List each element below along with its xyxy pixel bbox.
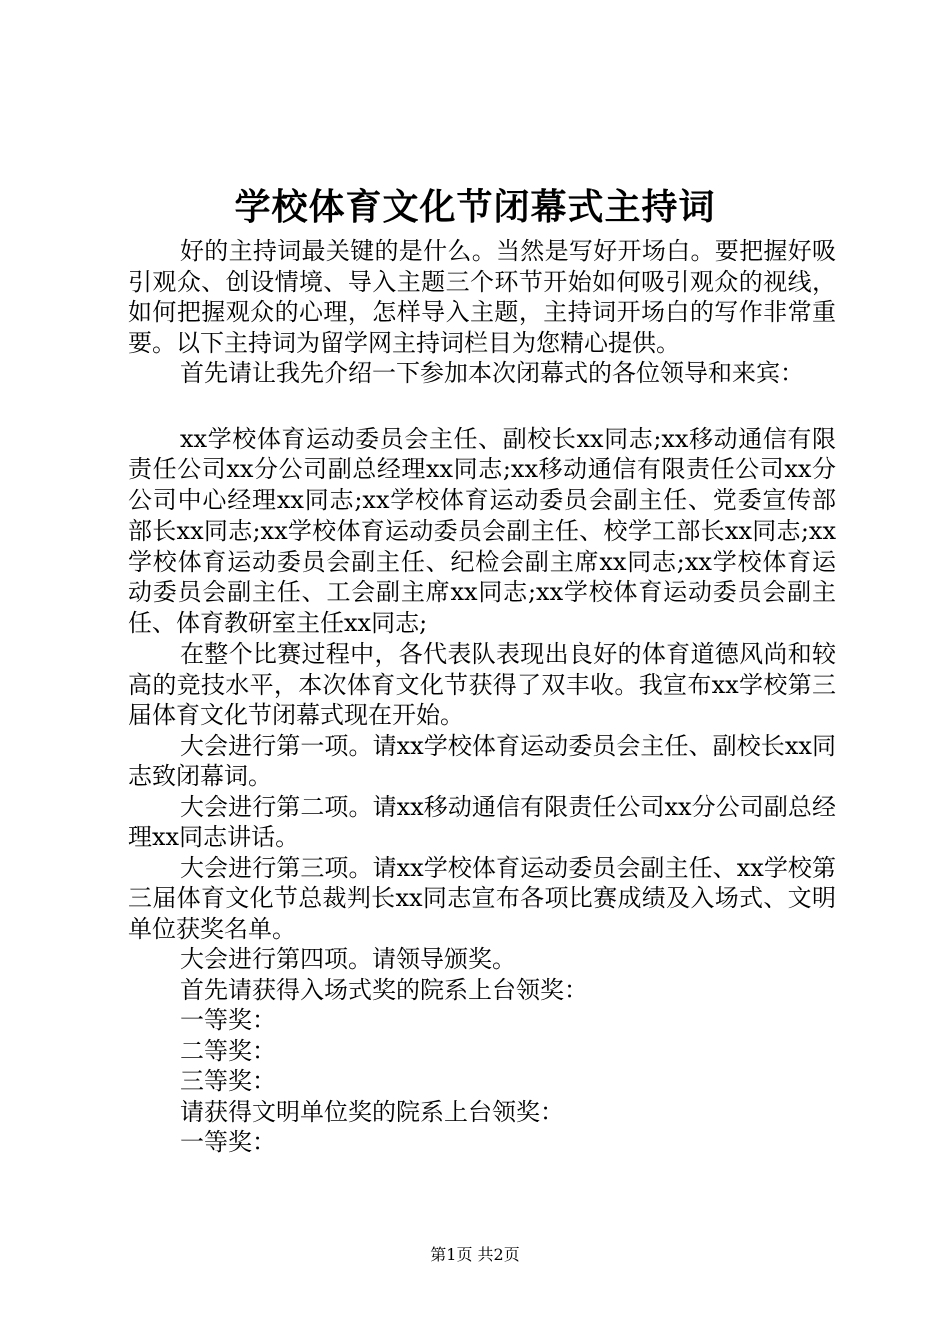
agenda-item-3: 大会进行第三项。请xx学校体育运动委员会副主任、xx学校第三届体育文化节总裁判长xx同志宣布各项比赛成绩及入场式、文明单位获奖名单。 [128, 853, 836, 943]
intro-paragraph: 好的主持词最关键的是什么。当然是写好开场白。要把握好吸引观众、创设情境、导入主题三个环节开始如何吸引观众的视线，如何把握观众的心理，怎样导入主题，主持词开场白的写作非常重要。以下主持词为留学网主持词栏目为您精心提供。 [128, 237, 836, 357]
award-line: 首先请获得入场式奖的院系上台领奖： [180, 975, 588, 1004]
agenda-item-4: 大会进行第四项。请领导颁奖。 [180, 945, 516, 974]
award-line: 一等奖： [180, 1128, 276, 1157]
guest-intro-paragraph: 首先请让我先介绍一下参加本次闭幕式的各位领导和来宾： [180, 359, 804, 387]
page-number-footer: 第1页 共2页 [430, 1245, 520, 1264]
blank-line [128, 389, 836, 424]
award-line: 一等奖： [180, 1006, 276, 1035]
award-line: 二等奖： [180, 1036, 276, 1065]
award-line: 三等奖： [180, 1067, 276, 1096]
guest-list-paragraph: xx学校体育运动委员会主任、副校长xx同志;xx移动通信有限责任公司xx分公司副总经理xx同志;xx移动通信有限责任公司xx分公司中心经理xx同志;xx学校体育运动委员会副主任、党委宣传部部长xx同志;xx学校体育运动委员会副主任、校学工部长xx同志;xx学校体育运动委员会副主任、纪检会副主席xx同志;xx学校体育运动委员会副主任、工会副主席xx同志;xx学校体育运动委员会副主任、体育教研室主任xx同志; [128, 424, 836, 638]
agenda-item-1: 大会进行第一项。请xx学校体育运动委员会主任、副校长xx同志致闭幕词。 [128, 731, 836, 791]
document-body [128, 236, 836, 1158]
agenda-item-2: 大会进行第二项。请xx移动通信有限责任公司xx分公司副总经理xx同志讲话。 [128, 792, 836, 852]
opening-paragraph: 在整个比赛过程中，各代表队表现出良好的体育道德风尚和较高的竞技水平，本次体育文化节获得了双丰收。我宣布xx学校第三届体育文化节闭幕式现在开始。 [128, 640, 836, 730]
award-line: 请获得文明单位奖的院系上台领奖： [180, 1097, 564, 1126]
document-title: 学校体育文化节闭幕式主持词 [234, 186, 716, 228]
